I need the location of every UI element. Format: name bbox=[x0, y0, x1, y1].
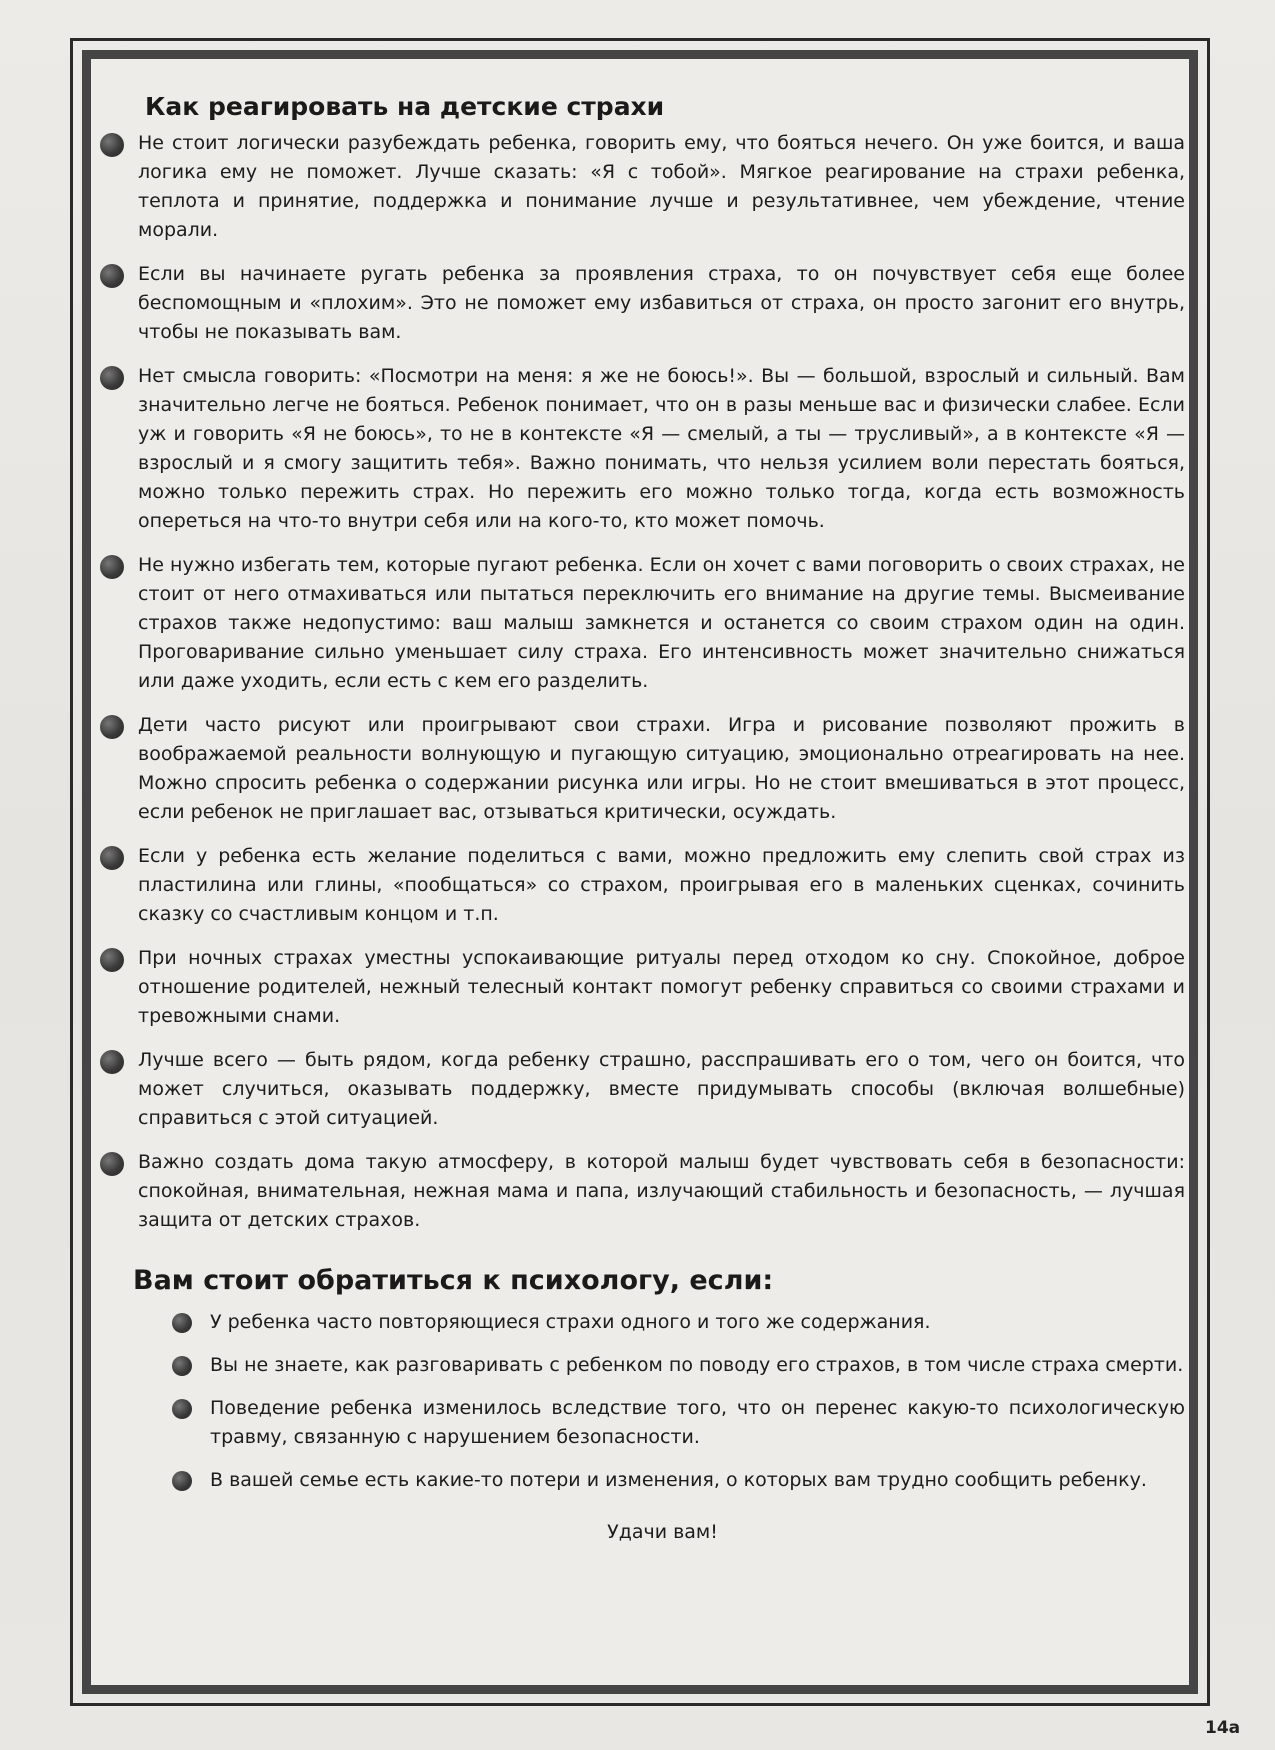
bullet-icon bbox=[100, 1152, 124, 1176]
bullet-icon bbox=[100, 846, 124, 870]
bullet-icon bbox=[100, 1050, 124, 1074]
bullet-icon bbox=[172, 1471, 192, 1491]
list-item-text: Если вы начинаете ругать ребенка за проявления страха, то он почувствует себя еще более беспомощным и «плохим». Это не поможет ему избавиться от страха, он просто загонит его внутрь, чтобы не показывать вам. bbox=[138, 263, 1185, 343]
bullet-icon bbox=[172, 1399, 192, 1419]
closing-wish: Удачи вам! bbox=[607, 1521, 718, 1543]
list-item bbox=[100, 711, 1185, 827]
page-number: 14a bbox=[1205, 1718, 1241, 1738]
leaflet-content bbox=[100, 92, 1185, 1543]
tips-list bbox=[100, 129, 1185, 1235]
list-item-text: В вашей семье есть какие-то потери и изменения, о которых вам трудно сообщить ребенку. bbox=[210, 1469, 1147, 1491]
list-item bbox=[100, 1148, 1185, 1235]
bullet-icon bbox=[172, 1356, 192, 1376]
bullet-icon bbox=[172, 1313, 192, 1333]
list-item-text: При ночных страхах уместны успокаивающие ритуалы перед отходом ко сну. Спокойное, доброе отношение родителей, нежный телесный контакт помогут ребенку справиться со своими страхами и тревожными снами. bbox=[138, 947, 1185, 1027]
list-item-text: Важно создать дома такую атмосферу, в которой малыш будет чувствовать себя в безопасности: спокойная, внимательная, нежная мама и папа, излучающий стабильность и безопасность, — лучшая защита от детских страхов. bbox=[138, 1151, 1185, 1231]
list-item bbox=[100, 944, 1185, 1031]
reasons-list bbox=[172, 1308, 1185, 1495]
list-item-text: Если у ребенка есть желание поделиться с вами, можно предложить ему слепить свой страх из пластилина или глины, «пообщаться» со страхом, проигрывая его в маленьких сценках, сочинить сказку со счастливым концом и т.п. bbox=[138, 845, 1185, 925]
list-item bbox=[172, 1351, 1185, 1380]
list-item-text: Лучше всего — быть рядом, когда ребенку страшно, расспрашивать его о том, чего он боится, что может случиться, оказывать поддержку, вместе придумывать способы (включая волшебные) справиться с этой ситуацией. bbox=[138, 1049, 1185, 1129]
list-item-text: Не стоит логически разубеждать ребенка, говорить ему, что бояться нечего. Он уже боится, и ваша логика ему не поможет. Лучше сказать: «Я с тобой». Мягкое реагирование на страхи ребенка, теплота и принятие, поддержка и понимание лучше и результативнее, чем убеждение, чтение морали. bbox=[138, 132, 1185, 241]
list-item bbox=[100, 551, 1185, 696]
list-item-text: Нет смысла говорить: «Посмотри на меня: я же не боюсь!». Вы — большой, взрослый и сильный. Вам значительно легче не бояться. Ребенок понимает, что он в разы меньше вас и физически слабее. Если уж и говорить «Я не боюсь», то не в контексте «Я — смелый, а ты — трусливый», а в контексте «Я — взрослый и я смогу защитить тебя». Важно понимать, что нельзя усилием воли перестать бояться, можно только пережить страх. Но пережить его можно только тогда, когда есть возможность опереться на что-то внутри себя или на кого-то, кто может помочь. bbox=[138, 365, 1185, 532]
list-item-text: Дети часто рисуют или проигрывают свои страхи. Игра и рисование позволяют прожить в воображаемой реальности волнующую и пугающую ситуацию, эмоционально отреагировать на нее. Можно спросить ребенка о содержании рисунка или игры. Но не стоит вмешиваться в этот процесс, если ребенок не приглашает вас, отзываться критически, осуждать. bbox=[138, 714, 1185, 823]
list-item bbox=[100, 362, 1185, 536]
list-item bbox=[172, 1308, 1185, 1337]
list-item bbox=[172, 1466, 1185, 1495]
list-item bbox=[100, 1046, 1185, 1133]
list-item bbox=[100, 260, 1185, 347]
list-item bbox=[100, 129, 1185, 245]
list-item-text: Поведение ребенка изменилось вследствие того, что он перенес какую-то психологическую травму, связанную с нарушением безопасности. bbox=[210, 1397, 1185, 1448]
section-title-psychologist: Вам стоит обратиться к психологу, если: bbox=[133, 1265, 774, 1296]
bullet-icon bbox=[100, 555, 124, 579]
list-item-text: У ребенка часто повторяющиеся страхи одного и того же содержания. bbox=[210, 1311, 931, 1333]
list-item bbox=[100, 842, 1185, 929]
section-title-fears: Как реагировать на детские страхи bbox=[145, 92, 665, 121]
bullet-icon bbox=[100, 715, 124, 739]
bullet-icon bbox=[100, 366, 124, 390]
list-item-text: Вы не знаете, как разговаривать с ребенком по поводу его страхов, в том числе страха смерти. bbox=[210, 1354, 1184, 1376]
bullet-icon bbox=[100, 264, 124, 288]
list-item bbox=[172, 1394, 1185, 1452]
list-item-text: Не нужно избегать тем, которые пугают ребенка. Если он хочет с вами поговорить о своих страхах, не стоит от него отмахиваться или пытаться переключить его внимание на другие темы. Высмеивание страхов также недопустимо: ваш малыш замкнется и останется со своим страхом один на один. Проговаривание сильно уменьшает силу страха. Его интенсивность может значительно снижаться или даже уходить, если есть с кем его разделить. bbox=[138, 554, 1185, 692]
bullet-icon bbox=[100, 948, 124, 972]
bullet-icon bbox=[100, 133, 124, 157]
